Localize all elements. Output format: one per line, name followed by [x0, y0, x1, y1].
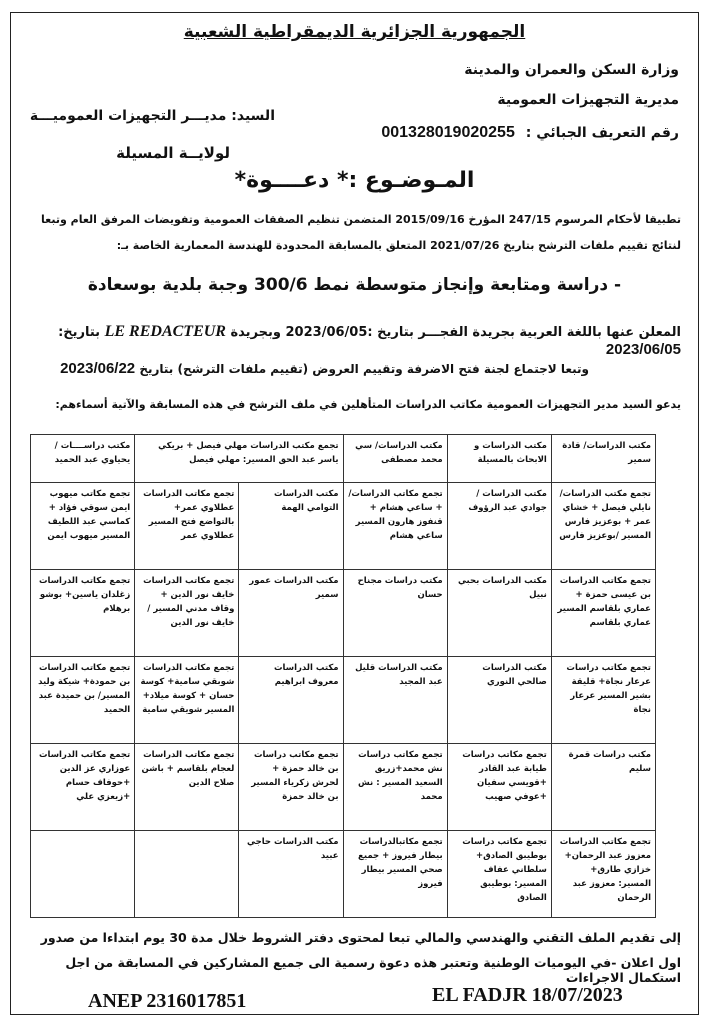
table-cell: تجمع مكاتب الدراسات زغلدان ياسين+ بوشو برهلام [31, 570, 135, 657]
subject-title: المـوضـوع :* دعــــوة* [234, 168, 475, 193]
ministry-name: وزارة السكن والعمران والمدينة [464, 62, 679, 78]
table-cell: تجمع مكاتب دراسات عرعار نجاة+ قليقة بشير المسير عرعار نجاة [551, 657, 655, 744]
table-cell: مكتب الدراسات/ قادة سمير [551, 435, 655, 483]
table-cell: تجمع مكاتب دراسات بوطيبق الصادق+ سلطاني عفاف المسير: بوطيبق الصادق [447, 830, 551, 917]
invitation-line: يدعو السيد مدير التجهيزات العمومية مكاتب الدراسات المتأهلين في ملف الترشح في هذه المسابقة والآتية أسماءهم: [55, 398, 681, 411]
table-cell: تجمع مكاتب دراسات بن خالد حمزة + لحرش زكرياء المسير بن خالد حمزة [239, 744, 343, 831]
table-cell: تجمع مكتب الدراسات مهلي فيصل + بريكي ياسر عبد الحق المسير: مهلي فيصل [135, 435, 343, 483]
table-cell: تجمع مكاتب الدراسات/ + ساعي هشام + قنفوز هارون المسير ساعي هشام [343, 483, 447, 570]
table-row [31, 570, 656, 657]
publication-line [21, 323, 681, 358]
table-cell: تجمع مكاتب الدراسات بن عيسى حمزة + عماري بلقاسم المسير عماري بلقاسم [551, 570, 655, 657]
publication-date-label: بتاريخ: [58, 325, 101, 340]
table-row [31, 830, 656, 917]
table-cell: مكتب الدراسات /جوادي عبد الرؤوف [447, 483, 551, 570]
table-cell: مكتب الدراسات بحبي نبيل [447, 570, 551, 657]
tax-id-label: رقم التعريف الجبائي : [525, 125, 679, 141]
publication-date: 2023/06/05 [605, 341, 681, 358]
addressee-wilaya: لولايــة المسيلة [116, 144, 230, 162]
table-row [31, 483, 656, 570]
tax-id [381, 124, 679, 142]
table-cell: تجمع مكاتب الدراسات عوزاري عز الدين +حوفاف حسام +زيعزي علي [31, 744, 135, 831]
table-cell: تجمع مكاتب دراسات نش محمد+زريق السعيد المسير : نش محمد [343, 744, 447, 831]
table-cell: تجمع مكاتب الدراسات عطلاوي عمر+ بالتواضع فتح المسير عطلاوي عمر [135, 483, 239, 570]
table-cell: مكتب دراســــات /يحياوي عبد الحميد [31, 435, 135, 483]
tax-id-value: 001328019020255 [381, 124, 515, 141]
meeting-date: 2023/06/22 [60, 360, 136, 377]
table-cell: تجمع مكاتبالدراسات بيطار فيروز + جميع صحي المسير بيطار فيروز [343, 830, 447, 917]
table-cell: مكتب الدراسات حاجي عبيد [239, 830, 343, 917]
table-cell [31, 830, 135, 917]
closing-paragraph-1: إلى تقديم الملف التقني والهندسي والمالي تبعا لمحتوى دفتر الشروط خلال مدة 30 يوم ابتداءا من صدور [40, 930, 681, 945]
table-cell: تجمع مكتب الدراسات/ نايلي فيصل + خشاي عمر + بوعزيز فارس المسير /بوعزيز فارس [551, 483, 655, 570]
table-cell: تجمع مكاتب ميهوب ايمن سوقي فؤاد + كماسي عبد اللطيف المسير ميهوب ايمن [31, 483, 135, 570]
table-cell: مكتب دراسات قمرة سليم [551, 744, 655, 831]
table-cell [135, 830, 239, 917]
table-cell: مكتب الدراسات عمور سمير [239, 570, 343, 657]
newspaper-date-stamp: EL FADJR 18/07/2023 [432, 984, 623, 1006]
project-title: - دراسة ومتابعة وإنجاز متوسطة نمط 300/6 وجبة بلدية بوسعادة [87, 275, 622, 295]
table-cell: مكتب الدراسات و الابحاث بالمسيلة [447, 435, 551, 483]
table-cell: مكتب الدراسات صالحي النوري [447, 657, 551, 744]
newspaper-name: LE REDACTEUR [104, 323, 226, 340]
table-cell: تجمع مكاتب الدراسات بن حمودة+ شيكة وليد المسير/ بن حميدة عبد الحميد [31, 657, 135, 744]
table-cell: مكتب الدراسات قليل عبد المجيد [343, 657, 447, 744]
study-offices-table [30, 434, 656, 918]
republic-heading: الجمهورية الجزائرية الديمقراطية الشعبية [183, 22, 526, 42]
table-row [31, 744, 656, 831]
table-cell: تجمع مكاتب الدراسات لعجام بلقاسم + باشن صلاح الدين [135, 744, 239, 831]
table-cell: مكتب الدراسات معروف ابراهيم [239, 657, 343, 744]
table-cell: مكتب الدراسات التوامي الهمة [239, 483, 343, 570]
table-cell: تجمع مكاتب الدراسات معزوز عبد الرحمان+ خزازي طارق+ المسير: معزوز عبد الرحمان [551, 830, 655, 917]
meeting-text: وتبعا لاجتماع لجنة فتح الاضرفة وتقييم العروض (تقييم ملفات الترشح) بتاريخ [139, 362, 589, 376]
table-cell: تجمع مكاتب الدراسات شوبقي سامية+ كوسة حسان + كوسة ميلاد+ المسير شويقي سامية [135, 657, 239, 744]
directorate-name: مديرية التجهيزات العمومية [497, 92, 679, 108]
table-cell: تجمع مكاتب دراسات طيابة عبد القادر +قويسي سفيان +عوفي صهيب [447, 744, 551, 831]
anep-reference: ANEP 2316017851 [88, 990, 247, 1012]
closing-paragraph-2: اول اعلان -في اليوميات الوطنية وتعتبر هذه دعوة رسمية الى جميع المشاركين في المسابقة من اجل استكمال الاجراءات [65, 955, 681, 985]
table-row [31, 657, 656, 744]
table-cell: تجمع مكاتب الدراسات خايف نور الدين + وقاف مدني المسير /خايف نور الدين [135, 570, 239, 657]
table-cell: مكتب دراسات مجناح حسان [343, 570, 447, 657]
decree-paragraph: تطبيقا لأحكام المرسوم 247/15 المؤرخ 2015/09/16 المتضمن تنظيم الصفقات العمومية وتفويضات المرفق العام وتبعا لنتائج تقييم ملفات الترشح بتاريخ 2021/07/26 المتعلق بالمسابقة المحدودة للهندسة المعمارية الخاصة بـ: [41, 213, 681, 252]
meeting-line [29, 360, 589, 377]
table-cell: مكتب الدراسات/ سي محمد مصطفى [343, 435, 447, 483]
publication-text: المعلن عنها باللغة العربية بجريدة الفجـــر بتاريخ :2023/06/05 وبجريدة [230, 325, 681, 340]
table-row [31, 435, 656, 483]
addressee: السيد: مديـــر التجهيزات العموميـــة [29, 108, 275, 124]
